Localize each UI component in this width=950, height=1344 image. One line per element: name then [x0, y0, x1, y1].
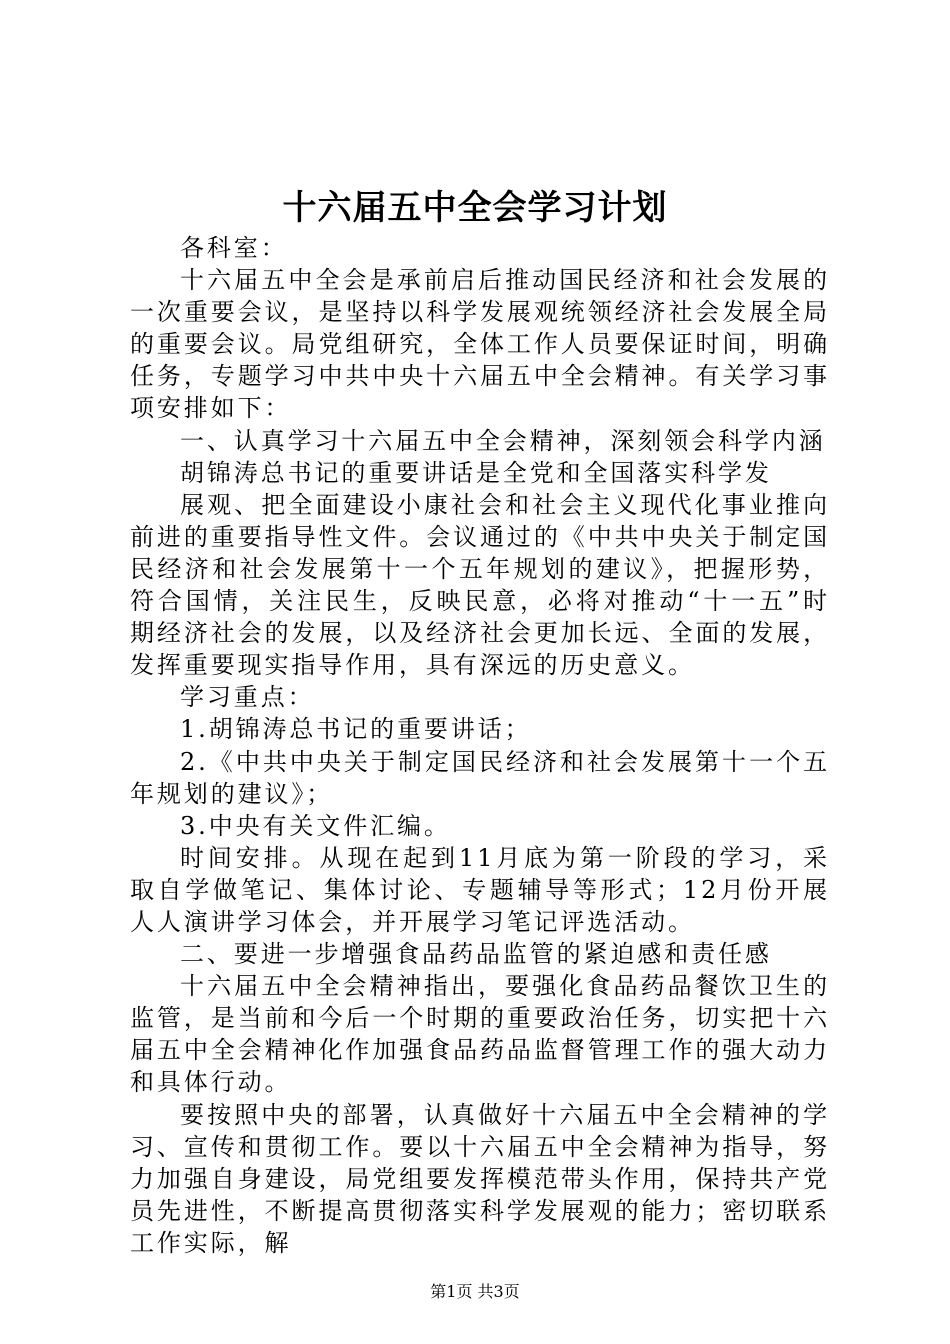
section-heading-1: 一、认真学习十六届五中全会精神，深刻领会科学内涵: [180, 426, 826, 455]
document-title: 十六届五中全会学习计划: [282, 188, 668, 228]
body-paragraph: 展观、把全面建设小康社会和社会主义现代化事业推向前进的重要指导性文件。会议通过的《中共中央关于制定国民经济和社会发展第十一个五年规划的建议》，把握形势，符合国情，关注民生，反映民意，必将对推动“十一五”时期经济社会的发展，以及经济社会更加长远、全面的发展，发挥重要现实指导作用，具有深远的历史意义。: [130, 490, 830, 680]
page-number-footer: 第1页 共3页: [430, 1282, 520, 1301]
study-focus-heading: 学习重点：: [180, 683, 315, 712]
body-paragraph: 要按照中央的部署，认真做好十六届五中全会精神的学习、宣传和贯彻工作。要以十六届五中全会精神为指导，努力加强自身建设，局党组要发挥模范带头作用，保持共产党员先进性，不断提高贯彻落实科学发展观的能力；密切联系工作实际，解: [130, 1100, 830, 1257]
list-item: 3.中央有关文件汇编。: [180, 811, 451, 840]
body-paragraph: 胡锦涛总书记的重要讲话是全党和全国落实科学发: [180, 458, 772, 487]
schedule-paragraph: 时间安排。从现在起到11月底为第一阶段的学习，采取自学做笔记、集体讨论、专题辅导等形式；12月份开展人人演讲学习体会，并开展学习笔记评选活动。: [130, 843, 830, 936]
list-item: 2.《中共中央关于制定国民经济和社会发展第十一个五年规划的建议》；: [130, 747, 830, 808]
body-paragraph: 十六届五中全会精神指出，要强化食品药品餐饮卫生的监管，是当前和今后一个时期的重要政治任务，切实把十六届五中全会精神化作加强食品药品监督管理工作的强大动力和具体行动。: [130, 972, 830, 1097]
section-heading-2: 二、要进一步增强食品药品监管的紧迫感和责任感: [180, 940, 772, 969]
document-body: [130, 232, 830, 1259]
list-item: 1.胡锦涛总书记的重要讲话；: [180, 715, 532, 744]
salutation: 各科室：: [180, 234, 288, 262]
intro-paragraph: 十六届五中全会是承前启后推动国民经济和社会发展的一次重要会议，是坚持以科学发展观统领经济社会发展全局的重要会议。局党组研究，全体工作人员要保证时间，明确任务，专题学习中共中央十六届五中全会精神。有关学习事项安排如下：: [130, 266, 830, 423]
